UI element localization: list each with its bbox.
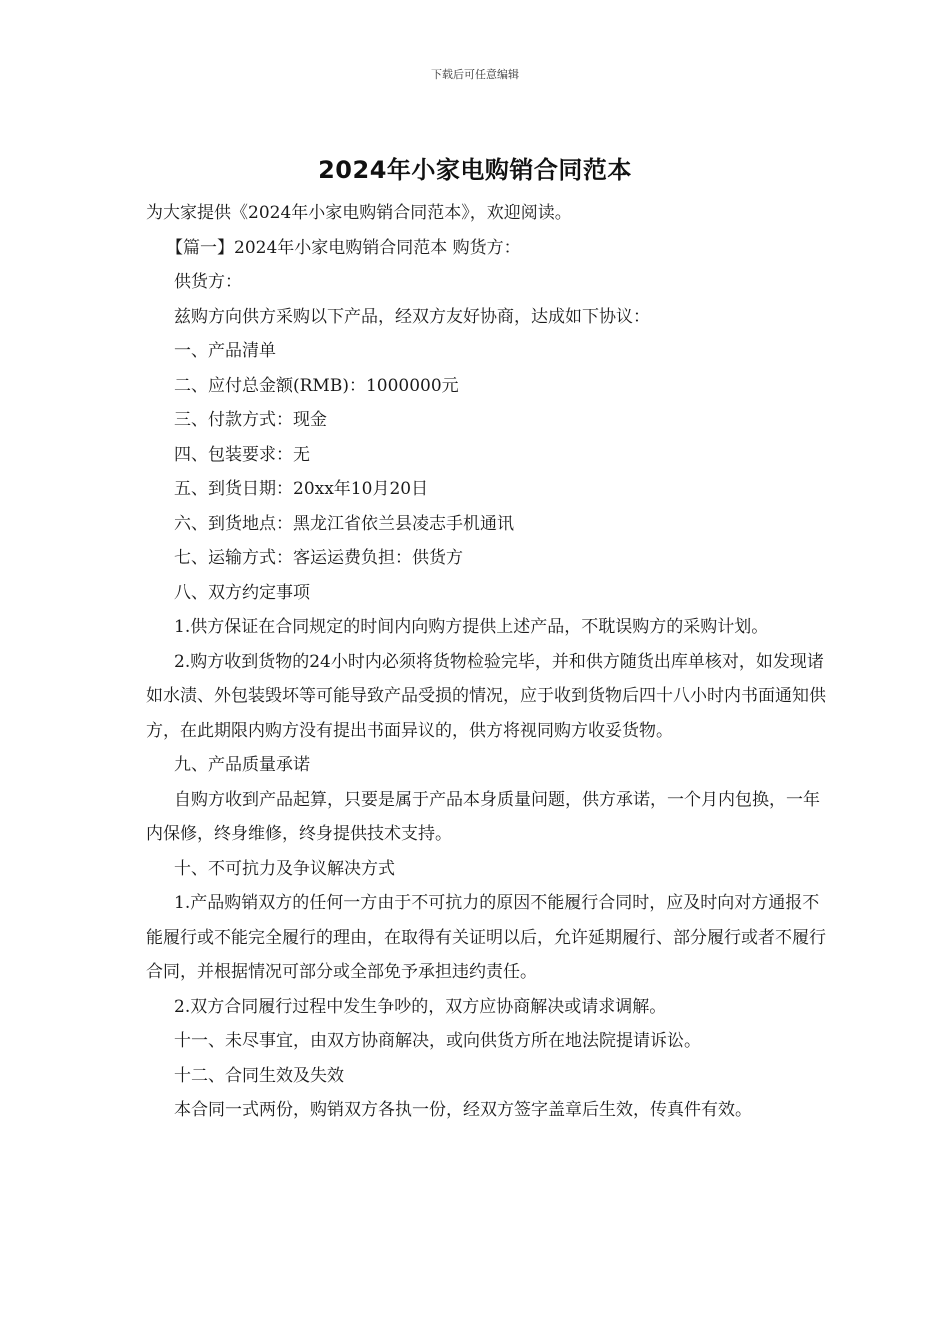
page-header-note: 下载后可任意编辑 bbox=[431, 68, 519, 81]
paragraph-item-2: 二、应付总金额(RMB)：1000000元 bbox=[174, 375, 459, 396]
document-title: 2024年小家电购销合同范本 bbox=[318, 156, 632, 184]
paragraph-quality-promise: 自购方收到产品起算，只要是属于产品本身质量问题，供方承诺，一个月内包换，一年内保修，终身维修，终身提供技术支持。 bbox=[146, 789, 820, 844]
paragraph-item-3: 三、付款方式：现金 bbox=[174, 410, 327, 430]
paragraph-item-4: 四、包装要求：无 bbox=[174, 444, 310, 465]
paragraph-item-12: 十二、合同生效及失效 bbox=[174, 1065, 344, 1086]
intro-paragraph: 为大家提供《2024年小家电购销合同范本》，欢迎阅读。 bbox=[146, 203, 572, 223]
paragraph-item-9: 九、产品质量承诺 bbox=[174, 755, 310, 775]
paragraph-item-8: 八、双方约定事项 bbox=[174, 582, 310, 603]
paragraph-clause-8-1: 1.供方保证在合同规定的时间内向购方提供上述产品，不耽误购方的采购计划。 bbox=[174, 617, 769, 637]
paragraph-section-heading: 【篇一】2024年小家电购销合同范本 购货方： bbox=[166, 237, 521, 258]
paragraph-item-7: 七、运输方式：客运运费负担：供货方 bbox=[174, 548, 463, 568]
paragraph-supplier: 供货方： bbox=[174, 272, 242, 292]
paragraph-clause-10-1: 1.产品购销双方的任何一方由于不可抗力的原因不能履行合同时，应及时向对方通报不能履行或不能完全履行的理由，在取得有关证明以后，允许延期履行、部分履行或者不履行合同，并根据情况可部分或全部免予承担违约责任。 bbox=[146, 893, 826, 982]
paragraph-item-6: 六、到货地点：黑龙江省依兰县凌志手机通讯 bbox=[174, 513, 514, 534]
paragraph-item-10: 十、不可抗力及争议解决方式 bbox=[174, 858, 395, 879]
paragraph-item-1: 一、产品清单 bbox=[174, 341, 276, 361]
document-body bbox=[146, 196, 826, 1128]
paragraph-clause-10-2: 2.双方合同履行过程中发生争吵的，双方应协商解决或请求调解。 bbox=[174, 996, 667, 1017]
paragraph-clause-8-2: 2.购方收到货物的24小时内必须将货物检验完毕，并和供方随货出库单核对，如发现诸如水渍、外包装毁坏等可能导致产品受损的情况，应于收到货物后四十八小时内书面通知供方，在此期限内购方没有提出书面异议的，供方将视同购方收妥货物。 bbox=[146, 651, 826, 741]
paragraph-effectiveness: 本合同一式两份，购销双方各执一份，经双方签字盖章后生效，传真件有效。 bbox=[174, 1100, 752, 1120]
paragraph-item-11: 十一、未尽事宜，由双方协商解决，或向供货方所在地法院提请诉讼。 bbox=[174, 1031, 701, 1051]
paragraph-item-5: 五、到货日期：20xx年10月20日 bbox=[174, 479, 429, 499]
paragraph-agreement: 兹购方向供方采购以下产品，经双方友好协商，达成如下协议： bbox=[174, 306, 650, 327]
